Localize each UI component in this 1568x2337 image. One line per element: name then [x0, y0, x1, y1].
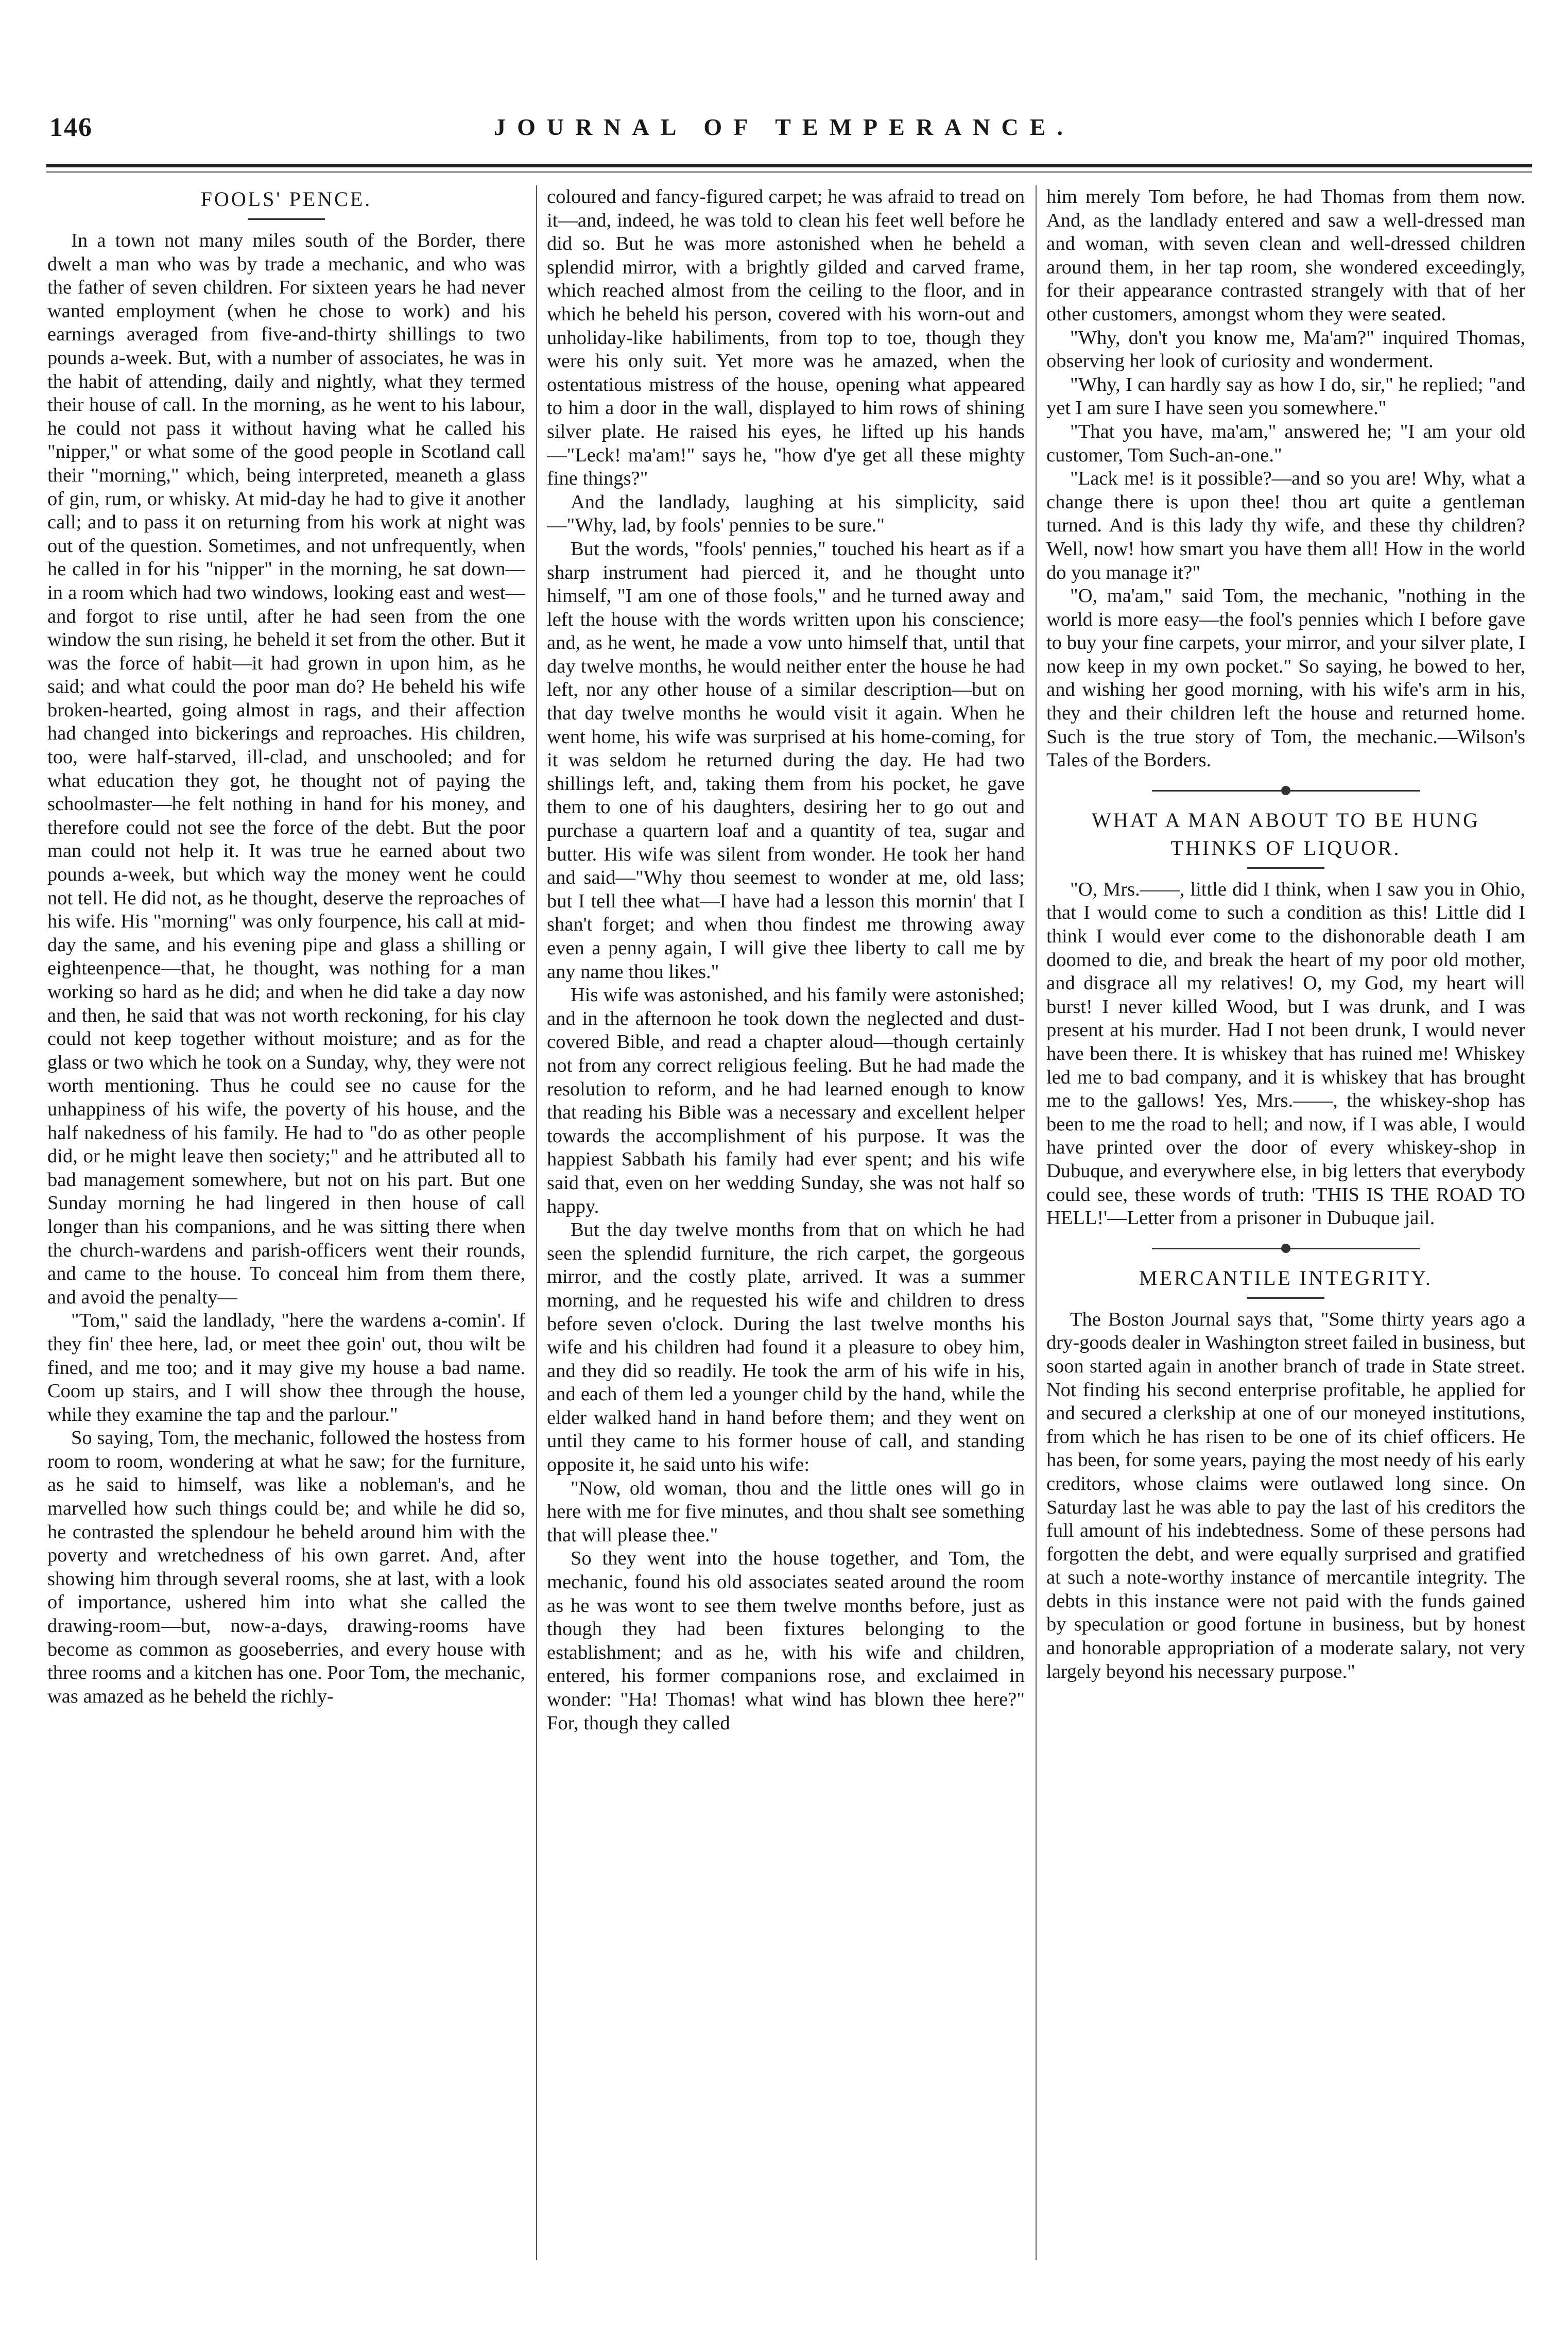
column-divider-1 [536, 185, 537, 2260]
article-paragraph: him merely Tom before, he had Thomas from them now. And, as the landlady entered and saw a well-dressed man and woman, with seven clean and well-dressed children around them, in her tap room, she wondered exceedingly, for their appearance contrasted strangely with that of her other customers, amongst whom they were seated. [1046, 186, 1525, 325]
page-number: 146 [49, 113, 93, 142]
headline-rule [1247, 1297, 1324, 1299]
header-rule-thick [46, 164, 1532, 167]
article-headline-hung [1046, 806, 1525, 862]
article-paragraph: But the day twelve months from that on which he had seen the splendid furniture, the rich carpet, the gorgeous mirror, and the costly plate, arrived. It was a summer morning, and he requested his wife and children to dress before seven o'clock. During the last twelve months his wife and his children had found it a pleasure to obey him, and they did so readily. He took the arm of his wife in his, and each of them led a younger child by the hand, while the elder walked hand in hand before them; and they went on until they came to his former house of call, and standing opposite it, he said unto his wife: [547, 1219, 1025, 1476]
article-paragraph: His wife was astonished, and his family were astonished; and in the afternoon he took down the neglected and dust-covered Bible, and read a chapter aloud—though certainly not from any correct religious feeling. But he had made the resolution to reform, and he had learned enough to know that reading his Bible was a necessary and excellent helper towards the accomplishment of his purpose. It was the happiest Sabbath his family had ever spent; and his wife said that, even on her wedding Sunday, she was not half so happy. [547, 984, 1025, 1217]
column-3 [1046, 185, 1525, 2275]
header-rule-thin [46, 171, 1532, 173]
article-paragraph: "Now, old woman, thou and the little ones will go in here with me for five minutes, and thou shalt see something that will please thee." [547, 1477, 1025, 1546]
column-1 [47, 185, 525, 2275]
article-paragraph: "Tom," said the landlady, "here the wardens a-comin'. If they fin' thee here, lad, or meet thee goin' out, thou wilt be fined, and me too; and it may give my house a bad name. Coom up stairs, and I will show thee through the house, while they examine the tap and the parlour." [47, 1310, 525, 1425]
column-2 [547, 185, 1025, 2275]
headline-rule [248, 218, 325, 220]
headline-line: THINKS OF LIQUOR. [1170, 836, 1401, 860]
section-separator [1152, 1246, 1420, 1251]
article-paragraph: And the landlady, laughing at his simplicity, said—"Why, lad, by fools' pennies to be sure." [547, 491, 1025, 537]
article-paragraph: The Boston Journal says that, "Some thirty years ago a dry-goods dealer in Washington street failed in business, but soon started again in another branch of trade in State street. Not finding his second enterprise profitable, he applied for and secured a clerkship at one of our moneyed institutions, from which he has risen to be one of its chief officers. He has been, for some years, paying the most needy of his early creditors, whose claims were outlawed long since. On Saturday last he was able to pay the last of his creditors the full amount of his indebtedness. Some of these persons had forgotten the debt, and were equally surprised and gratified at such a note-worthy instance of mercantile integrity. The debts in this instance were not paid with the funds gained by speculation or good fortune in business, but by honest and honorable appropriation of a moderate salary, not very largely beyond his necessary purpose." [1046, 1308, 1525, 1682]
article-paragraph: So saying, Tom, the mechanic, followed the hostess from room to room, wondering at what he saw; for the furniture, as he said to himself, was like a nobleman's, and he marvelled how such things could be; and while he did so, he contrasted the splendour he beheld around him with the poverty and wretchedness of his own garret. And, after showing him through several rooms, she at last, with a look of importance, ushered him into what she called the drawing-room—but, now-a-days, drawing-rooms have become as common as gooseberries, and every house with three rooms and a kitchen has one. Poor Tom, the mechanic, was amazed as he beheld the richly- [47, 1427, 525, 1707]
article-headline-fools-pence: FOOLS' PENCE. [200, 187, 372, 211]
article-paragraph: So they went into the house together, and Tom, the mechanic, found his old associates seated around the room as he was wont to see them twelve months before, just as though they had been fixtures belonging to the establishment; and as he, with his wife and children, entered, his former companions rose, and exclaimed in wonder: "Ha! Thomas! what wind has blown thee here?" For, though they called [547, 1548, 1025, 1734]
column-divider-2 [1036, 185, 1037, 2260]
running-head: JOURNAL OF TEMPERANCE. [494, 114, 1074, 140]
article-headline-mercantile: MERCANTILE INTEGRITY. [1139, 1266, 1433, 1290]
article-paragraph: "Lack me! is it possible?—and so you are! Why, what a change there is upon thee! thou art quite a gentleman turned. And is this lady thy wife, and these thy children? Well, now! how smart you have them all! How in the world do you manage it?" [1046, 468, 1525, 583]
article-paragraph: "Why, don't you know me, Ma'am?" inquired Thomas, observing her look of curiosity and wonderment. [1046, 327, 1525, 372]
article-paragraph: "That you have, ma'am," answered he; "I am your old customer, Tom Such-an-one." [1046, 420, 1525, 466]
headline-rule [1247, 867, 1324, 869]
article-paragraph: But the words, "fools' pennies," touched his heart as if a sharp instrument had pierced it, and he thought unto himself, "I am one of those fools," and he turned away and left the house with the words written upon his conscience; and, as he went, he made a vow unto himself that, until that day twelve months, he would neither enter the house he had left, nor any other house of a similar description—but on that day twelve months he would visit it again. When he went home, his wife was surprised at his home-coming, for it was seldom he returned during the day. He had two shillings left, and, taking them from his pocket, he gave them to one of his daughters, desiring her to go out and purchase a quartern loaf and a quantity of tea, sugar and butter. His wife was silent from wonder. He took her hand and said—"Why thou seemest to wonder at me, old lass; but I tell thee what—I have had a lesson this mornin' that I shan't forget; and when thou findest me throwing away even a penny again, I will give thee liberty to call me by any name thou likes." [547, 538, 1025, 983]
headline-line: WHAT A MAN ABOUT TO BE HUNG [1092, 808, 1480, 832]
article-paragraph: "O, ma'am," said Tom, the mechanic, "nothing in the world is more easy—the fool's pennies which I before gave to buy your fine carpets, your mirror, and your silver plate, I now keep in my own pocket." So saying, he bowed to her, and wishing her good morning, with his wife's arm in his, they and their children left the house and returned home. Such is the true story of Tom, the mechanic.—Wilson's Tales of the Borders. [1046, 585, 1525, 771]
article-paragraph: coloured and fancy-figured carpet; he was afraid to tread on it—and, indeed, he was told to clean his feet well before he did so. But he was more astonished when he beheld a splendid mirror, with a brightly gilded and carved frame, which reached almost from the ceiling to the floor, and in which he beheld his person, covered with his worn-out and unholiday-like habiliments, from top to toe, though they were his only suit. Yet more was he amazed, when the ostentatious mistress of the house, opening what appeared to him a door in the wall, displayed to him rows of shining silver plate. He raised his eyes, he lifted up his hands—"Leck! ma'am!" says he, "how d'ye get all these mighty fine things?" [547, 186, 1025, 490]
article-paragraph: In a town not many miles south of the Border, there dwelt a man who was by trade a mechanic, and who was the father of seven children. For sixteen years he had never wanted employment (when he chose to work) and his earnings averaged from five-and-thirty shillings to two pounds a-week. But, with a number of associates, he was in the habit of attending, daily and nightly, what they termed their house of call. In the morning, as he went to his labour, he could not pass it without having what he called his "nipper," or what some of the good people in Scotland call their "morning," which, being interpreted, meaneth a glass of gin, rum, or whisky. At mid-day he had to give it another call; and to pass it on returning from his work at night was out of the question. Sometimes, and not unfrequently, when he called in for his "nipper" in the morning, he sat down—in a room which had two windows, looking east and west—and forgot to rise until, after he had seen from the one window the sun rising, he beheld it set from the other. But it was the force of habit—it had grown in upon him, as he said; and what could the poor man do? He beheld his wife broken-hearted, going almost in rags, and their affection had changed into bickerings and reproaches. His children, too, were half-starved, ill-clad, and unschooled; and for what education they got, he thought not of paying the schoolmaster—he felt nothing in hand for his money, and therefore could not see the force of the debt. But the poor man could not help it. It was true he earned about two pounds a-week, but which way the money went he could not tell. He did not, as he thought, deserve the reproaches of his wife. His "morning" was only fourpence, his call at mid-day the same, and his evening pipe and glass a shilling or eighteenpence—that, he thought, was nothing for a man working so hard as he did; and when he did take a day now and then, he said that was not worth reckoning, for his clay could not keep together without moisture; and as for the glass or two which he took on a Sunday, why, they were not worth mentioning. Thus he could see no cause for the unhappiness of his wife, the poverty of his house, and the half nakedness of his family. He had to "do as other people did, or he might leave then society;" and he attributed all to bad management somewhere, but not on his part. But one Sunday morning he had lingered in then house of call longer than his companions, and he was sitting there when the church-wardens and parish-officers went their rounds, and came to the house. To conceal him from them there, and avoid the penalty— [47, 230, 525, 1308]
section-separator [1152, 788, 1420, 793]
article-paragraph: "Why, I can hardly say as how I do, sir," he replied; "and yet I am sure I have seen you somewhere." [1046, 373, 1525, 419]
article-paragraph: "O, Mrs.——, little did I think, when I saw you in Ohio, that I would come to such a condition as this! Little did I think I would ever come to the dishonorable death I am doomed to die, and break the heart of my poor old mother, and disgrace all my relatives! O, my God, my heart will burst! I never killed Wood, but I was drunk, and I was present at his murder. Had I not been drunk, I would never have been there. It is whiskey that has ruined me! Whiskey led me to bad company, and it is whiskey that has brought me to the gallows! Yes, Mrs.——, the whiskey-shop has been to me the road to hell; and now, if I was able, I would have printed over the door of every whiskey-shop in Dubuque, and everywhere else, in big letters that everybody could see, these words of truth: 'THIS IS THE ROAD TO HELL!'—Letter from a prisoner in Dubuque jail. [1046, 878, 1525, 1229]
